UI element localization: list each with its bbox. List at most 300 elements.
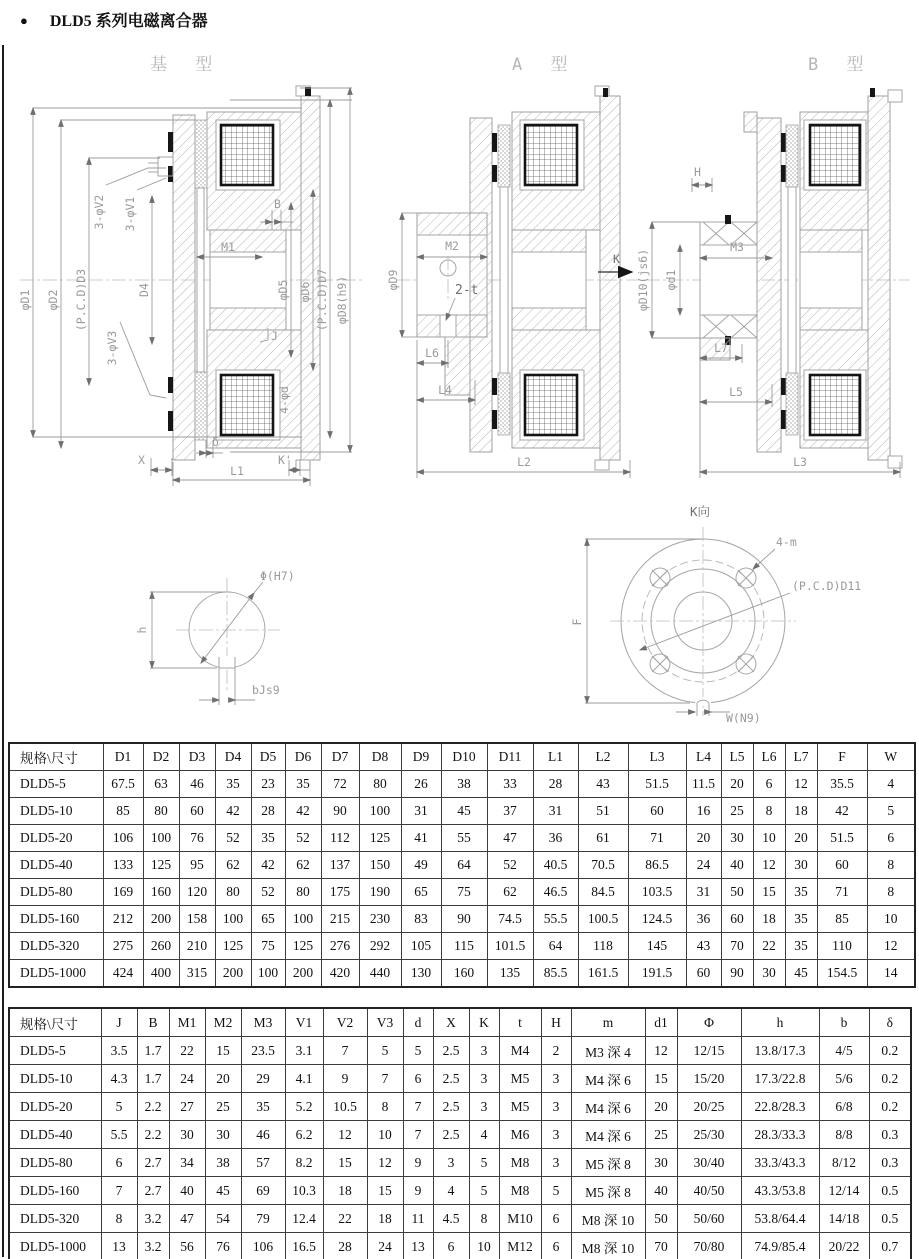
value-cell: 2.5 [433, 1121, 469, 1149]
value-cell: 40 [645, 1177, 677, 1205]
value-cell: 1.7 [137, 1037, 169, 1065]
value-cell: 41 [401, 825, 441, 852]
value-cell: 15/20 [677, 1065, 741, 1093]
value-cell: 35 [241, 1093, 285, 1121]
value-cell: 5/6 [819, 1065, 869, 1093]
value-cell: 45 [441, 798, 487, 825]
value-cell: 292 [359, 933, 401, 960]
spec-cell: DLD5-1000 [9, 960, 103, 988]
value-cell: 20 [785, 825, 817, 852]
dim-label-phi-d1: φD1 [18, 289, 32, 311]
dim-label-pcd-d3: (P.C.D)D3 [74, 268, 88, 332]
value-cell: 75 [251, 933, 285, 960]
value-cell: 8 [867, 852, 915, 879]
dim-label-l7: L7 [714, 341, 728, 355]
table-row [9, 798, 915, 825]
column-header: b [819, 1008, 869, 1037]
value-cell: 0.2 [869, 1037, 911, 1065]
value-cell: M8 [499, 1177, 541, 1205]
dim-label-l5: L5 [729, 385, 743, 399]
drawing-base-type [18, 55, 362, 486]
value-cell: 3 [541, 1149, 571, 1177]
value-cell: 38 [205, 1149, 241, 1177]
value-cell: 400 [143, 960, 179, 988]
technical-drawings [0, 40, 919, 740]
value-cell: M4 深 6 [571, 1121, 645, 1149]
value-cell: 14 [867, 960, 915, 988]
value-cell: 10 [867, 906, 915, 933]
value-cell: 84.5 [578, 879, 628, 906]
dim-label-m1: M1 [221, 240, 235, 254]
value-cell: 38 [441, 771, 487, 798]
value-cell: 30 [645, 1149, 677, 1177]
value-cell: 0.5 [869, 1177, 911, 1205]
table-row [9, 852, 915, 879]
value-cell: 5 [469, 1177, 499, 1205]
coil-winding [525, 125, 577, 185]
value-cell: 276 [321, 933, 359, 960]
value-cell: 85 [817, 906, 867, 933]
dim-label-l4: L4 [438, 383, 452, 397]
spec-cell: DLD5-5 [9, 1037, 101, 1065]
value-cell: 1.7 [137, 1065, 169, 1093]
dim-label-l1: L1 [230, 464, 244, 478]
value-cell: 3.2 [137, 1205, 169, 1233]
dim-label-d4: D4 [137, 283, 151, 297]
drawing-a-type [386, 55, 648, 478]
value-cell: M4 [499, 1037, 541, 1065]
value-cell: 160 [441, 960, 487, 988]
value-cell: 18 [785, 798, 817, 825]
value-cell: 45 [205, 1177, 241, 1205]
value-cell: 65 [251, 906, 285, 933]
table-row [9, 933, 915, 960]
value-cell: 64 [441, 852, 487, 879]
value-cell: 12/15 [677, 1037, 741, 1065]
column-header: D11 [487, 743, 533, 771]
dim-label-phi-d2: φD2 [46, 289, 60, 311]
dim-label-h-cap: H [694, 165, 701, 179]
value-cell: 3 [541, 1121, 571, 1149]
value-cell: 42 [817, 798, 867, 825]
column-header: V1 [285, 1008, 323, 1037]
value-cell: 6 [867, 825, 915, 852]
spec-cell: DLD5-5 [9, 771, 103, 798]
value-cell: 71 [817, 879, 867, 906]
value-cell: 20 [645, 1093, 677, 1121]
value-cell: 118 [578, 933, 628, 960]
value-cell: 100 [215, 906, 251, 933]
value-cell: 25 [645, 1121, 677, 1149]
value-cell: 13 [403, 1233, 433, 1259]
value-cell: 20/25 [677, 1093, 741, 1121]
value-cell: 3 [469, 1037, 499, 1065]
value-cell: 424 [103, 960, 143, 988]
spec-cell: DLD5-320 [9, 1205, 101, 1233]
column-header: L6 [753, 743, 785, 771]
page-title [20, 8, 208, 31]
table-row [9, 1065, 911, 1093]
spec-cell: DLD5-10 [9, 1065, 101, 1093]
value-cell: 6 [753, 771, 785, 798]
value-cell: 6.2 [285, 1121, 323, 1149]
value-cell: 22 [169, 1037, 205, 1065]
spec-cell: DLD5-80 [9, 879, 103, 906]
value-cell: 10 [367, 1121, 403, 1149]
dim-label-pcd-d11: (P.C.D)D11 [792, 579, 862, 593]
value-cell: 150 [359, 852, 401, 879]
value-cell: 105 [401, 933, 441, 960]
value-cell: 35 [285, 771, 321, 798]
value-cell: 110 [817, 933, 867, 960]
value-cell: 200 [143, 906, 179, 933]
column-header: V2 [323, 1008, 367, 1037]
value-cell: 40.5 [533, 852, 578, 879]
value-cell: 20/22 [819, 1233, 869, 1259]
value-cell: 60 [686, 960, 721, 988]
value-cell: 3.5 [101, 1037, 137, 1065]
value-cell: M8 深 10 [571, 1233, 645, 1259]
value-cell: 69 [241, 1177, 285, 1205]
value-cell: 11.5 [686, 771, 721, 798]
value-cell: 5.5 [101, 1121, 137, 1149]
value-cell: 5 [101, 1093, 137, 1121]
value-cell: 34 [169, 1149, 205, 1177]
value-cell: 10 [469, 1233, 499, 1259]
value-cell: 22 [753, 933, 785, 960]
value-cell: 55.5 [533, 906, 578, 933]
value-cell: 27 [169, 1093, 205, 1121]
value-cell: 160 [143, 879, 179, 906]
dim-label-3-phi-v3: 3-φV3 [105, 330, 119, 366]
value-cell: 31 [686, 879, 721, 906]
value-cell: 12 [323, 1121, 367, 1149]
table-row [9, 879, 915, 906]
dim-label-h-small: h [135, 626, 149, 634]
value-cell: 13 [101, 1233, 137, 1259]
dim-label-phi-h7: Φ(H7) [260, 569, 295, 583]
value-cell: 30 [205, 1121, 241, 1149]
value-cell: 133 [103, 852, 143, 879]
value-cell: 30 [753, 960, 785, 988]
value-cell: 90 [441, 906, 487, 933]
value-cell: 60 [179, 798, 215, 825]
value-cell: M5 深 8 [571, 1149, 645, 1177]
value-cell: 2.7 [137, 1149, 169, 1177]
value-cell: 86.5 [628, 852, 686, 879]
value-cell: 45 [785, 960, 817, 988]
column-header: J [101, 1008, 137, 1037]
dim-label-j: J [271, 329, 278, 343]
value-cell: 17.3/22.8 [741, 1065, 819, 1093]
column-header: D5 [251, 743, 285, 771]
value-cell: 31 [533, 798, 578, 825]
value-cell: 4 [433, 1177, 469, 1205]
column-header: D8 [359, 743, 401, 771]
value-cell: 3 [541, 1065, 571, 1093]
value-cell: 11 [403, 1205, 433, 1233]
value-cell: 13.8/17.3 [741, 1037, 819, 1065]
dim-label-l2: L2 [517, 455, 531, 469]
dimension-table-2 [8, 1007, 912, 1259]
table-row [9, 1121, 911, 1149]
value-cell: 3 [469, 1065, 499, 1093]
value-cell: 106 [241, 1233, 285, 1259]
value-cell: 5 [469, 1149, 499, 1177]
value-cell: 80 [143, 798, 179, 825]
coil-winding [221, 375, 273, 435]
value-cell: 62 [285, 852, 321, 879]
value-cell: 2.5 [433, 1065, 469, 1093]
drawing-a-title: A 型 [512, 55, 577, 75]
column-header: L3 [628, 743, 686, 771]
value-cell: 15 [753, 879, 785, 906]
page-title-text: DLD5 系列电磁离合器 [49, 13, 208, 30]
value-cell: 101.5 [487, 933, 533, 960]
value-cell: 4.5 [433, 1205, 469, 1233]
value-cell: 125 [143, 852, 179, 879]
dim-label-delta: δ [212, 435, 219, 449]
value-cell: 154.5 [817, 960, 867, 988]
dim-label-x: X [138, 453, 145, 467]
view-arrow-label-k: K [613, 252, 620, 266]
spec-cell: DLD5-1000 [9, 1233, 101, 1259]
value-cell: 15 [323, 1149, 367, 1177]
value-cell: 6 [101, 1149, 137, 1177]
value-cell: 315 [179, 960, 215, 988]
column-header: h [741, 1008, 819, 1037]
column-header: X [433, 1008, 469, 1037]
value-cell: 64 [533, 933, 578, 960]
value-cell: 6 [433, 1233, 469, 1259]
value-cell: 0.2 [869, 1093, 911, 1121]
spec-cell: DLD5-10 [9, 798, 103, 825]
dim-label-phi-d1-small: φd1 [664, 269, 678, 291]
value-cell: 3.2 [137, 1233, 169, 1259]
value-cell: 2.7 [137, 1177, 169, 1205]
value-cell: 35.5 [817, 771, 867, 798]
value-cell: 2.5 [433, 1037, 469, 1065]
value-cell: 158 [179, 906, 215, 933]
value-cell: 75 [441, 879, 487, 906]
value-cell: 200 [285, 960, 321, 988]
value-cell: 0.7 [869, 1233, 911, 1259]
coil-winding [810, 125, 860, 185]
value-cell: 4.1 [285, 1065, 323, 1093]
value-cell: 215 [321, 906, 359, 933]
table-row [9, 1093, 911, 1121]
value-cell: 7 [323, 1037, 367, 1065]
column-header: M2 [205, 1008, 241, 1037]
value-cell: 24 [367, 1233, 403, 1259]
column-header: V3 [367, 1008, 403, 1037]
dimension-table-1 [8, 742, 916, 988]
dim-label-f: F [570, 618, 584, 626]
value-cell: 29 [241, 1065, 285, 1093]
table-row [9, 771, 915, 798]
value-cell: 3 [469, 1093, 499, 1121]
value-cell: 5 [367, 1037, 403, 1065]
value-cell: 12 [645, 1037, 677, 1065]
column-header: D6 [285, 743, 321, 771]
value-cell: 12/14 [819, 1177, 869, 1205]
value-cell: 33.3/43.3 [741, 1149, 819, 1177]
column-header: D9 [401, 743, 441, 771]
dim-label-l6: L6 [425, 346, 439, 360]
dim-label-3-phi-v1: 3-φV1 [123, 196, 137, 232]
value-cell: 46.5 [533, 879, 578, 906]
value-cell: 20 [721, 771, 753, 798]
value-cell: 52 [215, 825, 251, 852]
value-cell: 54 [205, 1205, 241, 1233]
value-cell: 12 [753, 852, 785, 879]
value-cell: 51.5 [817, 825, 867, 852]
value-cell: 24 [686, 852, 721, 879]
column-header: m [571, 1008, 645, 1037]
value-cell: 15 [367, 1177, 403, 1205]
value-cell: 8 [469, 1205, 499, 1233]
column-header: B [137, 1008, 169, 1037]
spec-cell: DLD5-40 [9, 852, 103, 879]
value-cell: 42 [285, 798, 321, 825]
value-cell: M4 深 6 [571, 1093, 645, 1121]
dim-label-phi-d10: φD10(js6) [636, 248, 650, 312]
value-cell: 4 [867, 771, 915, 798]
value-cell: M4 深 6 [571, 1065, 645, 1093]
value-cell: 2.2 [137, 1121, 169, 1149]
value-cell: 12.4 [285, 1205, 323, 1233]
table-row [9, 825, 915, 852]
drawing-flange-view [570, 504, 861, 725]
value-cell: 80 [359, 771, 401, 798]
value-cell: 60 [628, 798, 686, 825]
value-cell: 230 [359, 906, 401, 933]
value-cell: 57 [241, 1149, 285, 1177]
spec-cell: DLD5-160 [9, 1177, 101, 1205]
value-cell: 51 [578, 798, 628, 825]
value-cell: 100 [251, 960, 285, 988]
value-cell: 125 [285, 933, 321, 960]
column-header: K [469, 1008, 499, 1037]
value-cell: 275 [103, 933, 143, 960]
value-cell: 52 [285, 825, 321, 852]
value-cell: 18 [367, 1205, 403, 1233]
value-cell: 3 [541, 1093, 571, 1121]
value-cell: M8 深 10 [571, 1205, 645, 1233]
value-cell: 4.3 [101, 1065, 137, 1093]
value-cell: 0.3 [869, 1121, 911, 1149]
value-cell: 210 [179, 933, 215, 960]
value-cell: 47 [487, 825, 533, 852]
value-cell: 100 [359, 798, 401, 825]
value-cell: 4/5 [819, 1037, 869, 1065]
value-cell: 62 [487, 879, 533, 906]
value-cell: 95 [179, 852, 215, 879]
value-cell: 12 [367, 1149, 403, 1177]
value-cell: 55 [441, 825, 487, 852]
value-cell: 25/30 [677, 1121, 741, 1149]
dim-label-k-prime: K' [278, 453, 292, 467]
table-row [9, 906, 915, 933]
value-cell: 31 [401, 798, 441, 825]
value-cell: 74.9/85.4 [741, 1233, 819, 1259]
value-cell: 28 [251, 798, 285, 825]
coil-winding [525, 375, 577, 435]
value-cell: 49 [401, 852, 441, 879]
value-cell: 52 [487, 852, 533, 879]
value-cell: 10.5 [323, 1093, 367, 1121]
value-cell: 30/40 [677, 1149, 741, 1177]
value-cell: 100 [143, 825, 179, 852]
value-cell: 100 [285, 906, 321, 933]
value-cell: 22 [323, 1205, 367, 1233]
value-cell: 28 [533, 771, 578, 798]
dim-label-4-m: 4-m [776, 535, 797, 549]
value-cell: 30 [721, 825, 753, 852]
spec-cell: DLD5-20 [9, 825, 103, 852]
value-cell: 106 [103, 825, 143, 852]
value-cell: 190 [359, 879, 401, 906]
value-cell: 35 [785, 879, 817, 906]
value-cell: 24 [169, 1065, 205, 1093]
value-cell: 85.5 [533, 960, 578, 988]
value-cell: 212 [103, 906, 143, 933]
coil-winding [810, 375, 860, 435]
value-cell: 440 [359, 960, 401, 988]
value-cell: 130 [401, 960, 441, 988]
value-cell: 200 [215, 960, 251, 988]
value-cell: 2.5 [433, 1093, 469, 1121]
value-cell: 145 [628, 933, 686, 960]
value-cell: 137 [321, 852, 359, 879]
value-cell: 23.5 [241, 1037, 285, 1065]
spec-cell: DLD5-80 [9, 1149, 101, 1177]
value-cell: 43.3/53.8 [741, 1177, 819, 1205]
value-cell: 90 [721, 960, 753, 988]
value-cell: 15 [205, 1037, 241, 1065]
column-header: L5 [721, 743, 753, 771]
value-cell: 35 [251, 825, 285, 852]
value-cell: 42 [251, 852, 285, 879]
value-cell: 70/80 [677, 1233, 741, 1259]
value-cell: 175 [321, 879, 359, 906]
table-row [9, 1177, 911, 1205]
column-header: δ [869, 1008, 911, 1037]
spec-cell: DLD5-20 [9, 1093, 101, 1121]
value-cell: 10.3 [285, 1177, 323, 1205]
dim-label-3-phi-v2: 3-φV2 [92, 194, 106, 230]
value-cell: 33 [487, 771, 533, 798]
column-header: M1 [169, 1008, 205, 1037]
value-cell: 30 [169, 1121, 205, 1149]
value-cell: M12 [499, 1233, 541, 1259]
value-cell: 8 [753, 798, 785, 825]
value-cell: 6/8 [819, 1093, 869, 1121]
value-cell: 115 [441, 933, 487, 960]
value-cell: 23 [251, 771, 285, 798]
value-cell: 35 [215, 771, 251, 798]
value-cell: 25 [205, 1093, 241, 1121]
value-cell: 36 [533, 825, 578, 852]
value-cell: 76 [179, 825, 215, 852]
value-cell: 26 [401, 771, 441, 798]
value-cell: 80 [285, 879, 321, 906]
spec-cell: DLD5-40 [9, 1121, 101, 1149]
value-cell: 260 [143, 933, 179, 960]
value-cell: 71 [628, 825, 686, 852]
value-cell: 72 [321, 771, 359, 798]
column-header: F [817, 743, 867, 771]
